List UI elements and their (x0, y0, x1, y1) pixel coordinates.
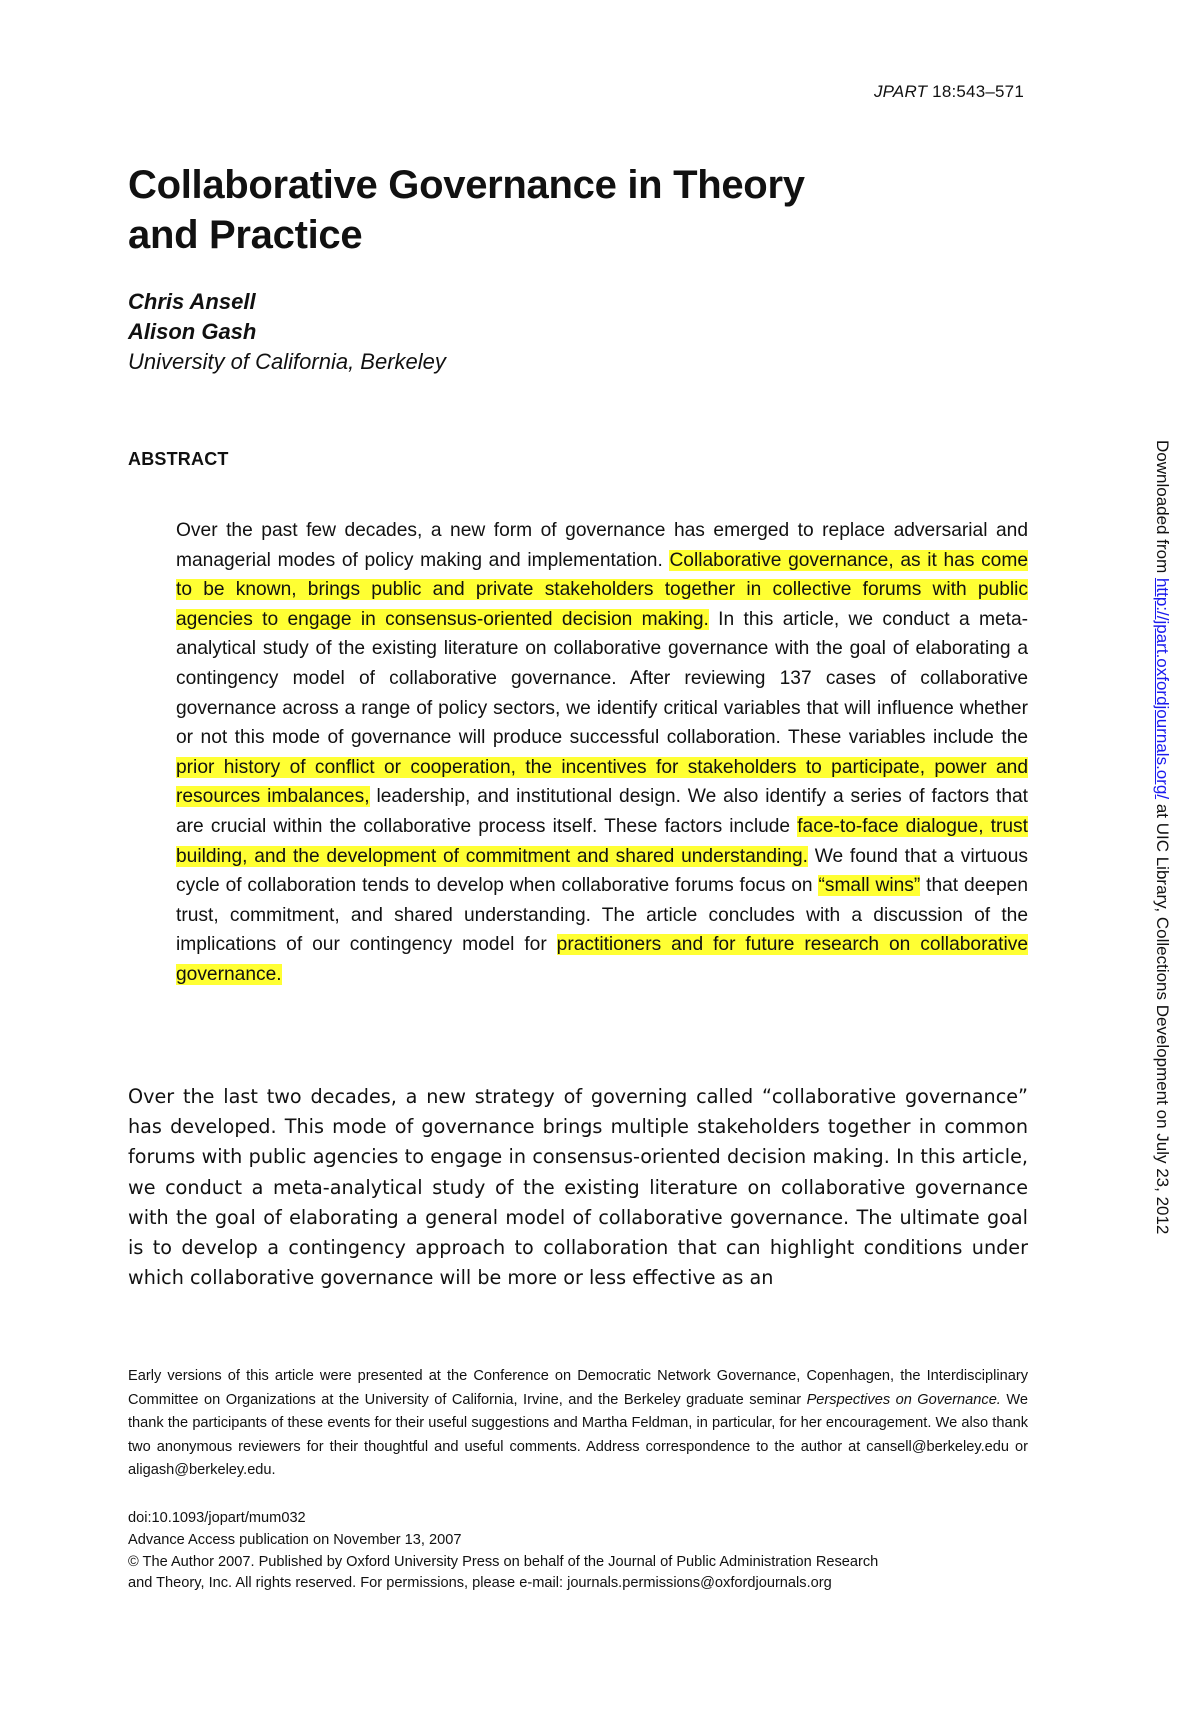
highlighted-text: face-to-face dialogue, trust building, and the development of commitment and shared understanding. (176, 815, 1028, 867)
journal-link[interactable]: http://jpart.oxfordjournals.org/ (1153, 577, 1172, 800)
highlighted-text: “small wins” (818, 875, 921, 897)
abstract-segment: that deepen trust, commitment, and shared understanding. The article concludes with a discussion of the implications of our contingency model for (176, 875, 1028, 956)
title-line-2: and Practice (128, 213, 363, 257)
download-watermark (1152, 440, 1172, 1234)
download-prefix: Downloaded from (1153, 440, 1172, 578)
footnote-text: We thank the participants of these events for their useful suggestions and Martha Feldman, in particular, for her encouragement. We also thank two anonymous reviewers for their thoughtful and useful comments. Address correspondence to the author at cansell@berkeley.edu or aligash@berkeley.edu. (128, 1391, 1028, 1479)
abstract-segment: Over the past few decades, a new form of governance has emerged to replace adversarial and managerial modes of policy making and implementation. (176, 520, 1028, 571)
body-paragraph: Over the last two decades, a new strategy of governing called “collaborative governance” has developed. This mode of governance brings multiple stakeholders together in common forums with public agencies to engage in consensus-oriented decision making. In this article, we conduct a meta-analytical study of the existing literature on collaborative governance with the goal of elaborating a general model of collaborative governance. The ultimate goal is to develop a contingency approach to collaboration that can highlight conditions under which collaborative governance will be more or less effective as an (128, 1085, 1028, 1290)
acknowledgement-footnote (128, 1365, 1028, 1483)
abstract-segment: We found that a virtuous cycle of collaboration tends to develop when collaborative forums focus on (176, 845, 1028, 897)
author-block (128, 287, 446, 377)
author-affiliation: University of California, Berkeley (128, 349, 446, 374)
copyright-line: © The Author 2007. Published by Oxford University Press on behalf of the Journal of Public Administration Research (128, 1553, 879, 1570)
advance-access-date: Advance Access publication on November 13, 2007 (128, 1531, 462, 1548)
download-suffix: at UIC Library, Collections Development on July 23, 2012 (1153, 799, 1172, 1235)
publication-info (128, 1508, 1028, 1595)
highlighted-text: Collaborative governance, as it has come to be known, brings public and private stakeholders together in collective forums with public agencies to engage in consensus-oriented decision making. (176, 549, 1028, 630)
abstract-text (176, 516, 1028, 990)
seminar-title: Perspectives on Governance. (806, 1391, 1001, 1408)
highlighted-text: prior history of conflict or cooperation, the incentives for stakeholders to participate, power and resources imbalances, (176, 756, 1028, 808)
author-name: Alison Gash (128, 319, 257, 344)
journal-abbrev: JPART (873, 82, 928, 101)
article-title (128, 160, 928, 260)
journal-citation (874, 82, 1024, 102)
title-line-1: Collaborative Governance in Theory (128, 163, 805, 207)
copyright-line: and Theory, Inc. All rights reserved. For permissions, please e-mail: journals.permissions@oxfordjournals.org (128, 1575, 832, 1592)
citation-pages: 18:543–571 (932, 82, 1024, 101)
footnote-text: Early versions of this article were presented at the Conference on Democratic Network Governance, Copenhagen, the Interdisciplinary Committee on Organizations at the University of California, Irvine, and the Berkeley graduate seminar (128, 1368, 1028, 1408)
abstract-segment: leadership, and institutional design. We also identify a series of factors that are crucial within the collaborative process itself. These factors include (176, 786, 1028, 837)
doi: doi:10.1093/jopart/mum032 (128, 1510, 306, 1526)
abstract-heading: ABSTRACT (128, 449, 229, 469)
abstract-segment: In this article, we conduct a meta-analytical study of the existing literature on collaborative governance with the goal of elaborating a contingency model of collaborative governance. After reviewing 137 cases of collaborative governance across a range of policy sectors, we identify critical variables that will influence whether or not this mode of governance will produce successful collaboration. These variables include the (176, 608, 1029, 749)
highlighted-text: practitioners and for future research on collaborative governance. (176, 934, 1029, 985)
author-name: Chris Ansell (128, 289, 256, 314)
